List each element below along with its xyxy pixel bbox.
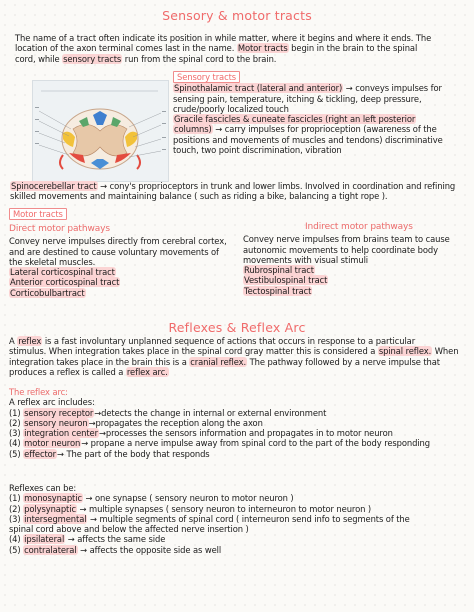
- reflex-type-item: [9, 514, 410, 524]
- spinothalamic-line-1: [173, 83, 443, 93]
- item-number: (5): [9, 448, 21, 459]
- reflex-intro-text: integration takes place in the brain this is a: [9, 356, 190, 367]
- spinocerebellar-line-2: skilled movements and maintaining balance ( such as riding a bike, balancing a tight rope ).: [10, 191, 388, 202]
- motor-tracts-section: [9, 209, 67, 219]
- reflex-arc-item: [9, 418, 430, 428]
- highlight-sensory-tracts: sensory tracts: [63, 53, 122, 64]
- spinothalamic-line-3: crude/poorly localized touch: [173, 103, 289, 114]
- highlight-motor-tracts: Motor tracts: [237, 43, 288, 54]
- reflex-arc-item: [9, 408, 430, 418]
- gracile-line-1: [173, 114, 443, 124]
- spinocerebellar-section: [10, 181, 455, 202]
- reflex-arc-section: [9, 387, 430, 459]
- item-desc: → propane a nerve impulse away from spinal cord to the part of the body responding: [81, 438, 430, 449]
- reflex-intro-paragraph: [9, 336, 458, 377]
- item-desc: → multiple segments of spinal cord ( interneuron send info to segments of the: [87, 513, 410, 524]
- page-title: Sensory & motor tracts: [162, 8, 312, 23]
- motor-tracts-label: Motor tracts: [9, 208, 67, 220]
- direct-pathways-heading: Direct motor pathways: [9, 224, 110, 234]
- intro-text: run from the spinal cord to the brain.: [122, 53, 277, 64]
- intro-text: begin in the brain to the spinal: [288, 43, 418, 54]
- direct-desc-line-2: and are destined to cause voluntary movements of: [9, 246, 219, 257]
- effector: effector: [24, 448, 56, 459]
- intro-paragraph: [15, 33, 431, 64]
- highlight-reflex: reflex: [18, 336, 42, 346]
- intro-line-1: The name of a tract often indicate its position in while matter, where it begins and where it ends. The: [15, 33, 432, 43]
- intro-line-2: [15, 43, 431, 53]
- reflex-type-item: [9, 504, 410, 514]
- item-desc: → The part of the body that responds: [57, 448, 210, 459]
- monosynaptic: monosynaptic: [24, 493, 82, 504]
- item-number: (5): [9, 544, 21, 555]
- gracile-line-3: positions and movements of muscles and tendons) discriminative: [173, 134, 443, 145]
- indirect-desc-line-1: Convey nerve impulses from brains team to cause: [243, 234, 450, 245]
- corticobulbar-tract: Corticobulbartract: [10, 287, 85, 298]
- lateral-corticospinal-tract: Lateral corticospinal tract: [10, 267, 115, 278]
- reflex-arc-heading: The reflex arc:: [9, 387, 68, 397]
- item-number: (1): [9, 493, 21, 504]
- intro-text: cord, while: [15, 53, 63, 64]
- reflex-arc-item: [9, 428, 430, 438]
- item-desc: → affects the opposite side as well: [77, 544, 222, 555]
- direct-motor-pathways: [9, 224, 227, 298]
- item-desc: → one synapse ( sensory neuron to motor neuron ): [82, 493, 294, 504]
- integration-center: integration center: [24, 428, 98, 439]
- highlight-spinal-reflex: spinal reflex.: [378, 346, 432, 357]
- spinal-cord-cross-section-image: [32, 80, 169, 182]
- intersegmental: intersegmental: [24, 513, 87, 524]
- direct-desc-line-3: the skeletal muscles.: [9, 256, 96, 267]
- sensory-tracts-section: [173, 72, 443, 155]
- indirect-desc-line-2: autonomic movements to help coordinate body: [243, 244, 438, 255]
- spinocerebellar-line-1: [10, 181, 455, 191]
- item-number: (3): [9, 428, 21, 439]
- contralateral: contralateral: [24, 544, 77, 555]
- highlight-reflex-arc: reflex arc.: [126, 366, 168, 377]
- reflex-intro-text: stimulus. When integration takes place in the spinal cord gray matter this is considered a: [9, 346, 378, 357]
- spinothalamic-desc: → conveys impulses for: [343, 83, 442, 94]
- spinothalamic-tract-name: Spinothalamic tract (lateral and anterior): [174, 83, 343, 94]
- intro-text: location of the axon terminal comes last in the name.: [15, 43, 237, 54]
- reflex-type-item: [9, 534, 410, 544]
- highlight-cranial-reflex: cranial reflex.: [190, 356, 247, 367]
- reflex-arc-item: [9, 449, 430, 459]
- item-number: (1): [9, 407, 21, 418]
- indirect-pathways-heading: Indirect motor pathways: [305, 222, 413, 232]
- item-desc: → affects the same side: [65, 534, 166, 545]
- reflexes-title: Reflexes & Reflex Arc: [168, 320, 306, 335]
- item-desc: → multiple synapses ( sensory neuron to interneuron to motor neuron ): [76, 503, 372, 514]
- item-desc: →propagates the reception along the axon: [88, 417, 263, 428]
- ipsilateral: ipsilateral: [24, 534, 65, 545]
- intersegmental-continued: spinal cord above and below the affected nerve insertion ): [9, 524, 249, 535]
- anterior-corticospinal-tract: Anterior corticospinal tract: [10, 277, 120, 288]
- reflex-arc-item: [9, 438, 430, 448]
- gracile-desc: → carry impulses for proprioception (awareness of the: [212, 124, 437, 135]
- reflex-type-item: [9, 493, 410, 503]
- item-number: (2): [9, 417, 21, 428]
- reflex-types-heading: Reflexes can be:: [9, 483, 77, 493]
- reflex-arc-includes: A reflex arc includes:: [9, 397, 95, 408]
- item-number: (3): [9, 513, 21, 524]
- motor-neuron: motor neuron: [24, 438, 81, 449]
- columns-name: columns): [174, 124, 212, 135]
- reflex-types-section: [9, 483, 410, 555]
- indirect-motor-pathways: [243, 222, 450, 296]
- item-number: (2): [9, 503, 21, 514]
- item-number: (4): [9, 438, 21, 449]
- reflex-intro-text: The pathway followed by a nerve impulse that: [247, 356, 440, 367]
- spinocerebellar-tract-name: Spinocerebellar tract: [11, 181, 97, 191]
- sensory-tracts-label: Sensory tracts: [173, 71, 240, 83]
- reflex-intro-text: When: [432, 346, 459, 357]
- item-number: (4): [9, 534, 21, 545]
- vestibulospinal-tract: Vestibulospinal tract: [244, 275, 328, 286]
- direct-desc-line-1: Convey nerve impulses directly from cerebral cortex,: [9, 236, 227, 247]
- gracile-line-2: [173, 124, 443, 134]
- polysynaptic: polysynaptic: [24, 503, 76, 514]
- sensory-receptor: sensory receptor: [24, 407, 94, 418]
- sensory-neuron: sensory neuron: [24, 417, 88, 428]
- intro-line-3: [15, 54, 431, 64]
- rubrospinal-tract: Rubrospinal tract: [244, 265, 314, 276]
- gracile-fascicles-name: Gracile fascicles & cuneate fascicles (right an left posterior: [174, 114, 416, 125]
- spinocerebellar-desc: → cony's proprioceptors in trunk and lower limbs. Involved in coordination and refining: [97, 181, 456, 191]
- item-desc: →detects the change in internal or external environment: [94, 407, 327, 418]
- reflex-intro-text: A: [9, 336, 18, 346]
- indirect-desc-line-3: movements with visual stimuli: [243, 254, 369, 265]
- gracile-line-4: touch, two point discrimination, vibration: [173, 145, 342, 156]
- reflex-type-item: [9, 545, 410, 555]
- item-desc: →processes the sensors information and propagates in to motor neuron: [98, 428, 393, 439]
- reflex-intro-text: is a fast involuntary unplanned sequence of actions that occurs in response to a particular: [42, 336, 416, 346]
- tectospinal-tract: Tectospinal tract: [244, 285, 312, 296]
- spinothalamic-line-2: sensing pain, temperature, itching & tickling, deep pressure,: [173, 93, 422, 104]
- reflex-intro-text: produces a reflex is called a: [9, 366, 126, 377]
